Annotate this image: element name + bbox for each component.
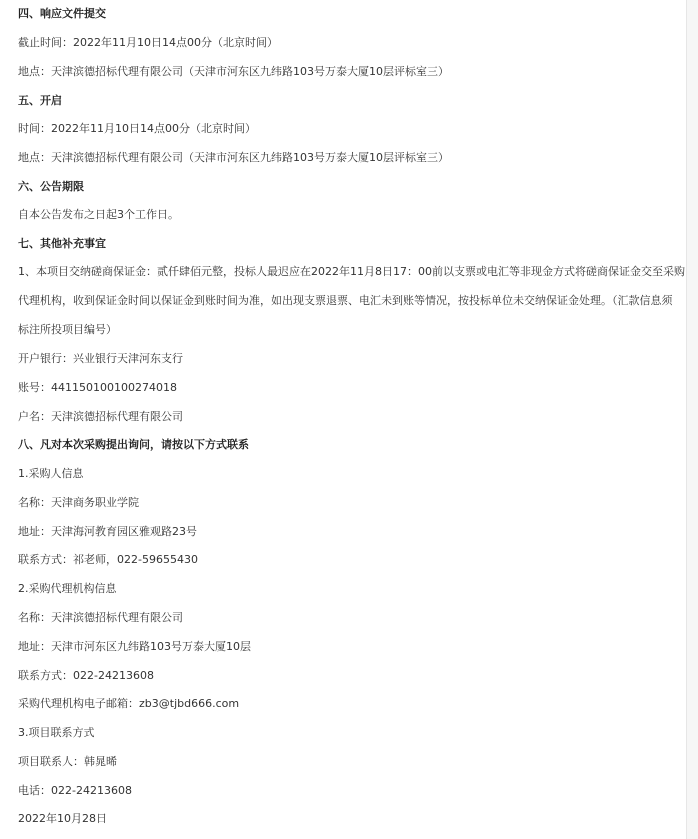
opening-time: 时间：2022年11月10日14点00分（北京时间） [18, 122, 256, 135]
section-heading-period: 六、公告期限 [18, 180, 84, 193]
bank-name: 开户银行：兴业银行天津河东支行 [18, 352, 183, 365]
purchaser-info-title: 1.采购人信息 [18, 467, 84, 480]
deposit-paragraph-line-1: 1、本项目交纳磋商保证金：贰仟肆佰元整，投标人最迟应在2022年11月8日17：00前以支票或电汇等非现金方式将磋商保证金交至采购 [18, 265, 685, 278]
section-heading-other-matters: 七、其他补充事宜 [18, 237, 106, 250]
section-heading-opening: 五、开启 [18, 94, 62, 107]
agency-contact: 联系方式：022-24213608 [18, 669, 154, 682]
section-heading-submission: 四、响应文件提交 [18, 7, 106, 20]
project-contact-title: 3.项目联系方式 [18, 726, 95, 739]
vertical-scrollbar[interactable] [687, 0, 698, 839]
agency-email: 采购代理机构电子邮箱：zb3@tjbd666.com [18, 697, 240, 710]
deposit-paragraph-line-2: 代理机构，收到保证金时间以保证金到账时间为准，如出现支票退票、电汇未到账等情况，按投标单位未交纳保证金处理。（汇款信息须 [18, 294, 673, 307]
project-contact-phone: 电话：022-24213608 [18, 784, 132, 797]
submission-deadline: 截止时间：2022年11月10日14点00分（北京时间） [18, 36, 278, 49]
project-contact-person: 项目联系人：韩晁晞 [18, 755, 117, 768]
deposit-paragraph-line-3: 标注所投项目编号） [18, 323, 117, 336]
section-heading-contact: 八、凡对本次采购提出询问，请按以下方式联系 [18, 438, 249, 451]
account-name: 户名：天津滨德招标代理有限公司 [18, 410, 183, 423]
agency-name: 名称：天津滨德招标代理有限公司 [18, 611, 183, 624]
submission-location: 地点：天津滨德招标代理有限公司（天津市河东区九纬路103号万泰大厦10层评标室三） [18, 65, 449, 78]
bank-account: 账号：441150100100274018 [18, 381, 177, 394]
announcement-period: 自本公告发布之日起3个工作日。 [18, 208, 179, 221]
opening-location: 地点：天津滨德招标代理有限公司（天津市河东区九纬路103号万泰大厦10层评标室三） [18, 151, 449, 164]
purchaser-address: 地址：天津海河教育园区雅观路23号 [18, 525, 197, 538]
agency-info-title: 2.采购代理机构信息 [18, 582, 117, 595]
purchaser-contact: 联系方式：祁老师，022-59655430 [18, 553, 198, 566]
purchaser-name: 名称：天津商务职业学院 [18, 496, 139, 509]
announcement-date: 2022年10月28日 [18, 812, 107, 825]
agency-address: 地址：天津市河东区九纬路103号万泰大厦10层 [18, 640, 251, 653]
